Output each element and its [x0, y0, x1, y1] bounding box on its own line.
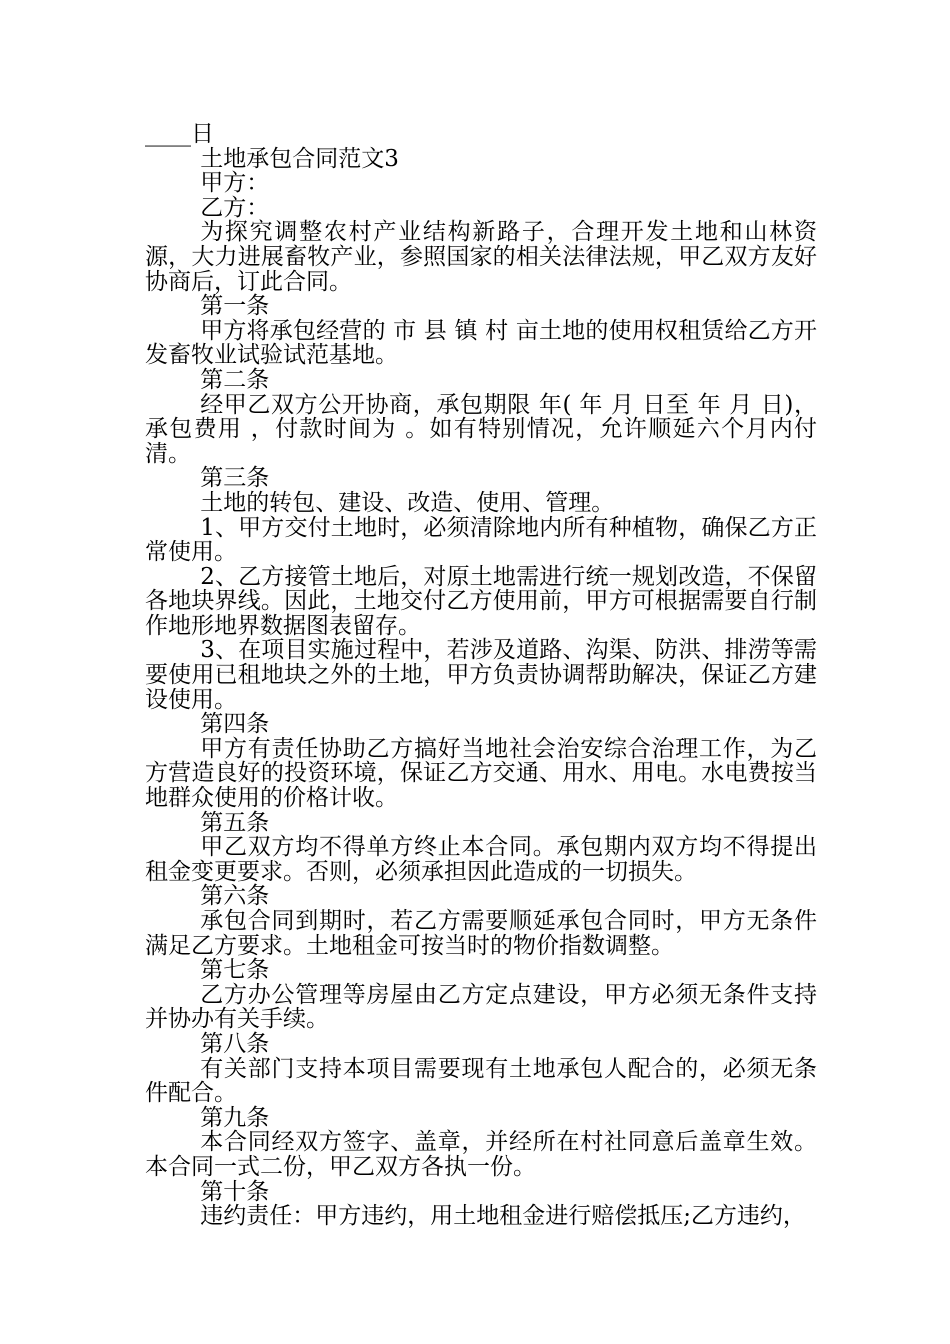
article-3-heading: 第三条 [200, 465, 270, 492]
article-7-paragraph: 乙方办公管理等房屋由乙方定点建设，甲方必须无条件支持并协办有关手续。 [145, 981, 817, 1033]
party-b-label: 乙方： [200, 194, 270, 221]
article-10-heading: 第十条 [200, 1178, 270, 1205]
article-1-paragraph: 甲方将承包经营的 市 县 镇 村 亩土地的使用权租赁给乙方开发畜牧业试验试范基地。 [145, 317, 817, 369]
article-2-heading: 第二条 [200, 366, 270, 393]
article-4-paragraph: 甲方有责任协助乙方搞好当地社会治安综合治理工作，为乙方营造良好的投资环境，保证乙方交通、用水、用电。水电费按当地群众使用的价格计收。 [145, 735, 817, 812]
article-3-item-1: 1、甲方交付土地时，必须清除地内所有种植物，确保乙方正常使用。 [145, 514, 817, 566]
article-10-paragraph: 违约责任：甲方违约，用土地租金进行赔偿抵压;乙方违约， [200, 1203, 806, 1230]
article-1-heading: 第一条 [200, 293, 270, 320]
article-9-paragraph: 本合同经双方签字、盖章，并经所在村社同意后盖章生效。本合同一式二份，甲乙双方各执一份。 [145, 1129, 817, 1180]
article-3-item-2: 2、乙方接管土地后，对原土地需进行统一规划改造，不保留各地块界线。因此，土地交付乙方使用前，甲方可根据需要自行制作地形地界数据图表留存。 [145, 563, 817, 639]
article-6-heading: 第六条 [200, 883, 270, 910]
article-4-heading: 第四条 [200, 711, 270, 738]
article-9-heading: 第九条 [200, 1104, 270, 1131]
article-6-paragraph: 承包合同到期时，若乙方需要顺延承包合同时，甲方无条件满足乙方要求。土地租金可按当时的物价指数调整。 [145, 908, 817, 959]
date-line: ____日 [145, 121, 214, 147]
document-body [145, 122, 817, 1229]
document-title: 土地承包合同范文3 [200, 145, 399, 172]
article-3-paragraph: 土地的转包、建设、改造、使用、管理。 [200, 489, 615, 516]
article-8-heading: 第八条 [200, 1030, 270, 1057]
article-5-paragraph: 甲乙双方均不得单方终止本合同。承包期内双方均不得提出租金变更要求。否则，必须承担因此造成的一切损失。 [145, 834, 817, 885]
article-5-heading: 第五条 [200, 809, 270, 836]
party-a-label: 甲方： [200, 170, 270, 197]
intro-paragraph: 为探究调整农村产业结构新路子，合理开发土地和山林资源，大力进展畜牧产业，参照国家的相关法律法规，甲乙双方友好协商后，订此合同。 [145, 219, 817, 295]
article-3-item-3: 3、在项目实施过程中，若涉及道路、沟渠、防洪、排涝等需要使用已租地块之外的土地，甲方负责协调帮助解决，保证乙方建设使用。 [145, 637, 817, 713]
article-2-paragraph: 经甲乙双方公开协商，承包期限 年( 年 月 日至 年 月 日)，承包费用 ，付款时间为 。如有特别情况，允许顺延六个月内付清。 [145, 391, 817, 467]
article-7-heading: 第七条 [200, 957, 270, 984]
article-8-paragraph: 有关部门支持本项目需要现有土地承包人配合的，必须无条件配合。 [145, 1055, 817, 1107]
